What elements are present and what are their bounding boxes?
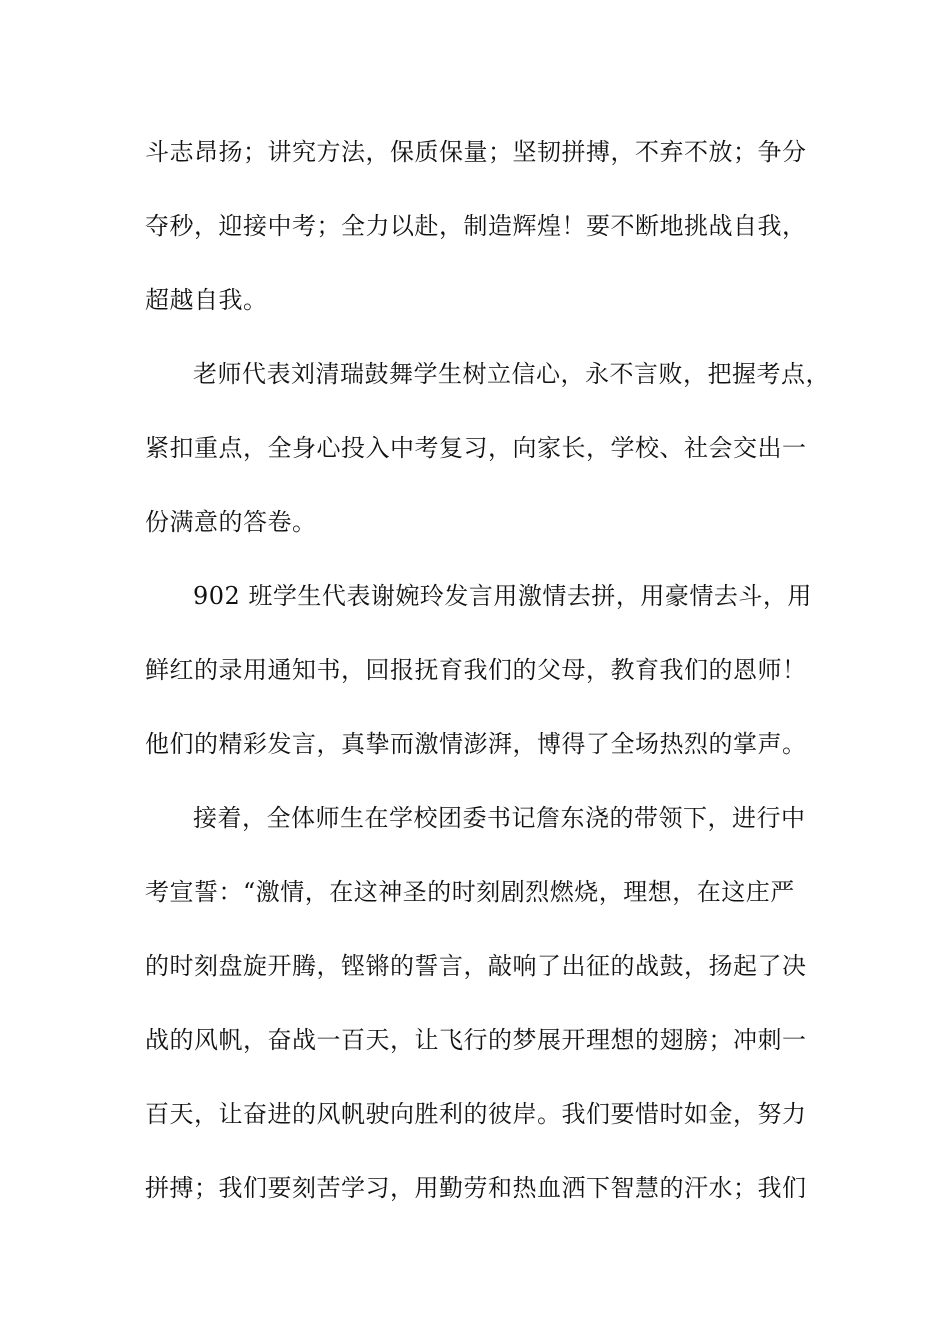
paragraph-start-line: 902 班学生代表谢婉玲发言用激情去拼，用豪情去斗，用 bbox=[193, 582, 812, 610]
paragraph-start-line: 老师代表刘清瑞鼓舞学生树立信心，永不言败，把握考点， bbox=[193, 360, 830, 388]
text-line: 份满意的答卷。 bbox=[145, 508, 317, 536]
text-line: 考宣誓：“激情，在这神圣的时刻剧烈燃烧，理想，在这庄严 bbox=[145, 878, 795, 906]
text-line: 的时刻盘旋开腾，铿锵的誓言，敲响了出征的战鼓，扬起了决 bbox=[145, 952, 807, 980]
paragraph-start-line: 接着，全体师生在学校团委书记詹东浇的带领下，进行中 bbox=[193, 804, 806, 832]
text-line: 斗志昂扬；讲究方法，保质保量；坚韧拼搏，不弃不放；争分 bbox=[145, 138, 807, 166]
text-line: 战的风帆，奋战一百天，让飞行的梦展开理想的翅膀；冲刺一 bbox=[145, 1026, 807, 1054]
text-line: 他们的精彩发言，真挚而激情澎湃，博得了全场热烈的掌声。 bbox=[145, 730, 807, 758]
text-line: 紧扣重点，全身心投入中考复习，向家长，学校、社会交出一 bbox=[145, 434, 807, 462]
text-line: 鲜红的录用通知书，回报抚育我们的父母，教育我们的恩师！ bbox=[145, 656, 807, 684]
text-line: 超越自我。 bbox=[145, 286, 268, 314]
text-line: 夺秒，迎接中考；全力以赴，制造辉煌！要不断地挑战自我， bbox=[145, 212, 807, 240]
text-line: 拼搏；我们要刻苦学习，用勤劳和热血洒下智慧的汗水；我们 bbox=[145, 1174, 807, 1202]
text-line: 百天，让奋进的风帆驶向胜利的彼岸。我们要惜时如金，努力 bbox=[145, 1100, 807, 1128]
